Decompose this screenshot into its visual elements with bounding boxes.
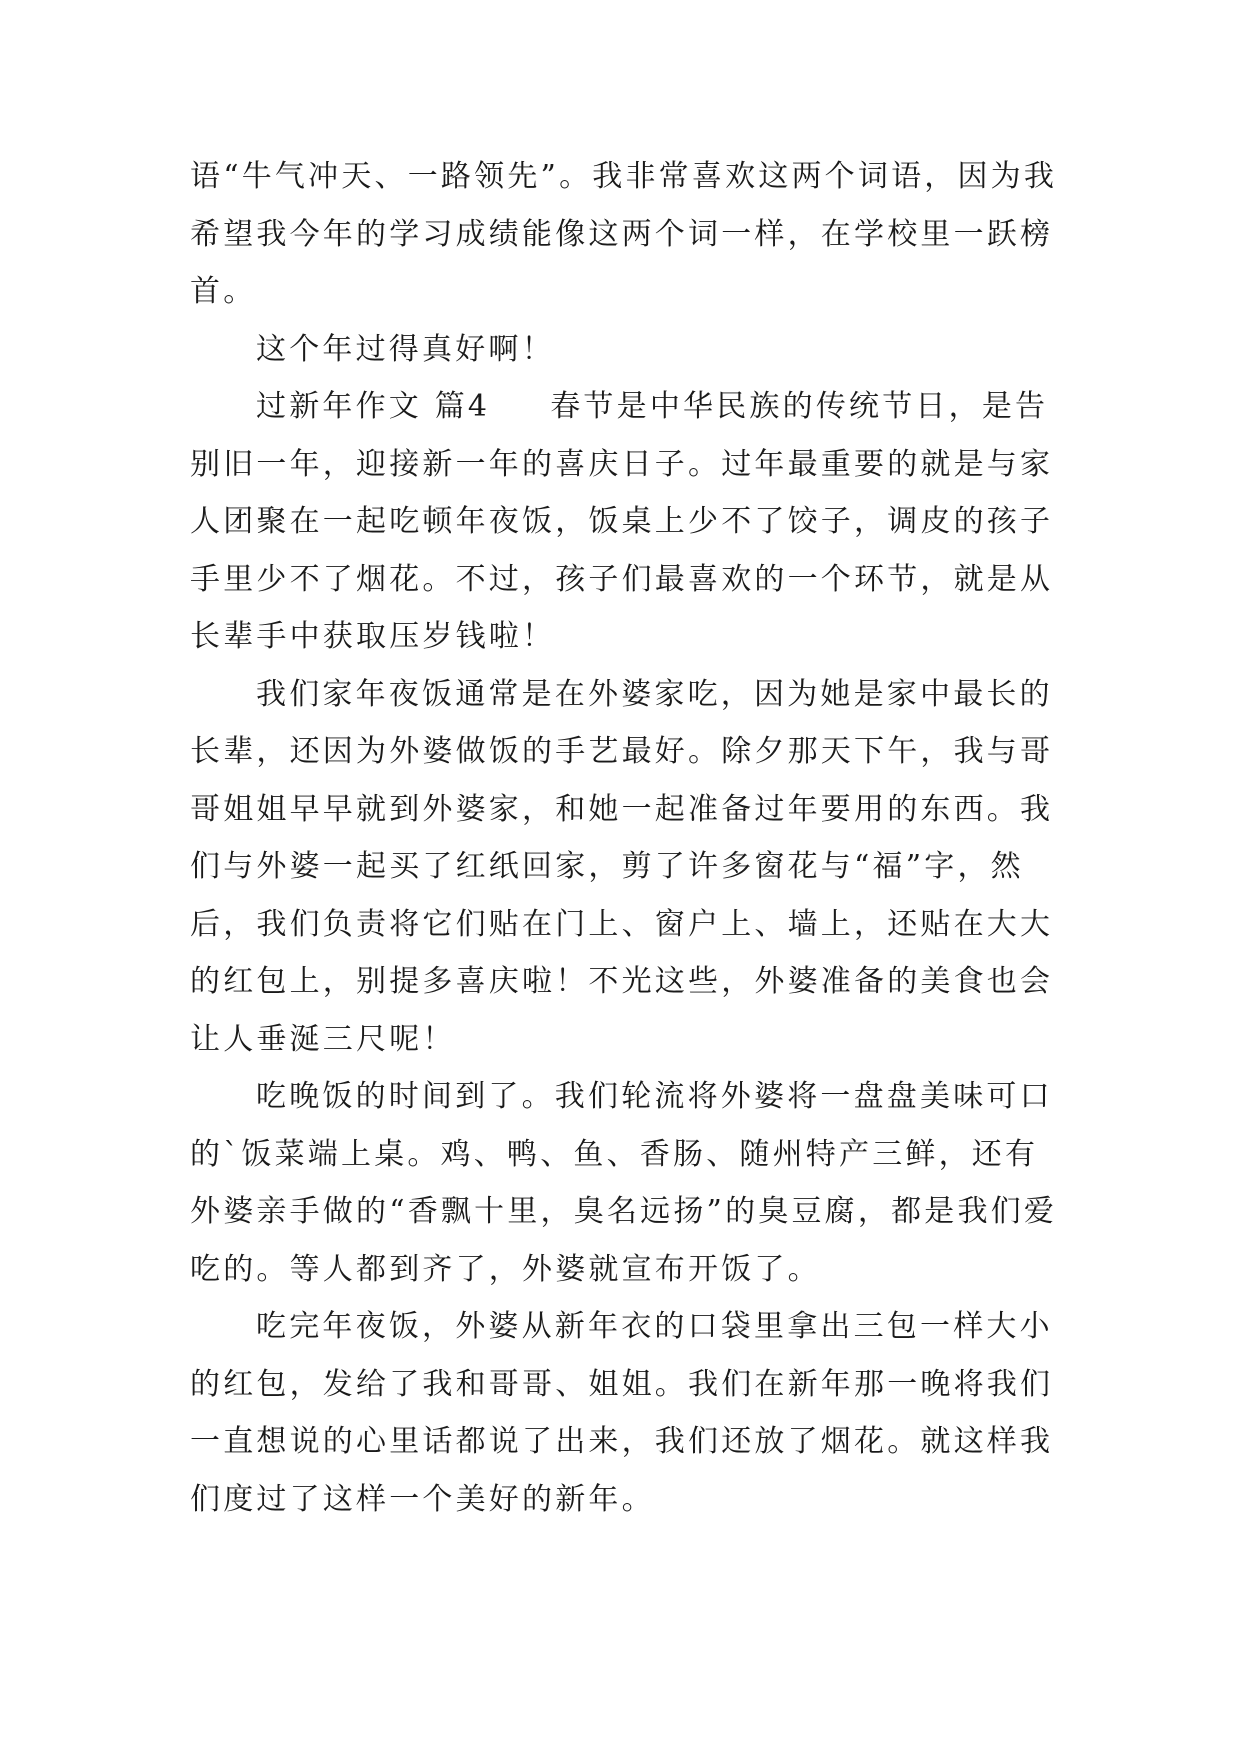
paragraph-exclamation: 这个年过得真好啊！: [256, 331, 555, 367]
essay-heading: 过新年作文 篇4: [256, 389, 491, 424]
paragraph-continued: 语“牛气冲天、一路领先”。我非常喜欢这两个词语，因为我希望我今年的学习成绩能像这两个词一样，在学校里一跃榜首。: [190, 159, 1058, 309]
paragraph-essay-4-intro: [190, 378, 1060, 666]
paragraph-dinner: 吃晚饭的时间到了。我们轮流将外婆将一盘盘美味可口的`饭菜端上桌。鸡、鸭、鱼、香肠、随州特产三鲜，还有外婆亲手做的“香飘十里，臭名远扬”的臭豆腐，都是我们爱吃的。等人都到齐了，外婆就宣布开饭了。: [190, 1079, 1058, 1287]
document-page: [190, 148, 1060, 1528]
paragraph-grandma-house: 我们家年夜饭通常是在外婆家吃，因为她是家中最长的长辈，还因为外婆做饭的手艺最好。除夕那天下午，我与哥哥姐姐早早就到外婆家，和她一起准备过年要用的东西。我们与外婆一起买了红纸回家，剪了许多窗花与“福”字，然后，我们负责将它们贴在门上、窗户上、墙上，还贴在大大的红包上，别提多喜庆啦！不光这些，外婆准备的美食也会让人垂涎三尺呢！: [190, 676, 1054, 1057]
paragraph-red-envelopes: 吃完年夜饭，外婆从新年衣的口袋里拿出三包一样大小的红包，发给了我和哥哥、姐姐。我们在新年那一晚将我们一直想说的心里话都说了出来，我们还放了烟花。就这样我们度过了这样一个美好的新年。: [190, 1309, 1054, 1517]
essay-4-intro-text: 春节是中华民族的传统节日，是告别旧一年，迎接新一年的喜庆日子。过年最重要的就是与家人团聚在一起吃顿年夜饭，饭桌上少不了饺子，调皮的孩子手里少不了烟花。不过，孩子们最喜欢的一个环节，就是从长辈手中获取压岁钱啦！: [190, 389, 1054, 654]
